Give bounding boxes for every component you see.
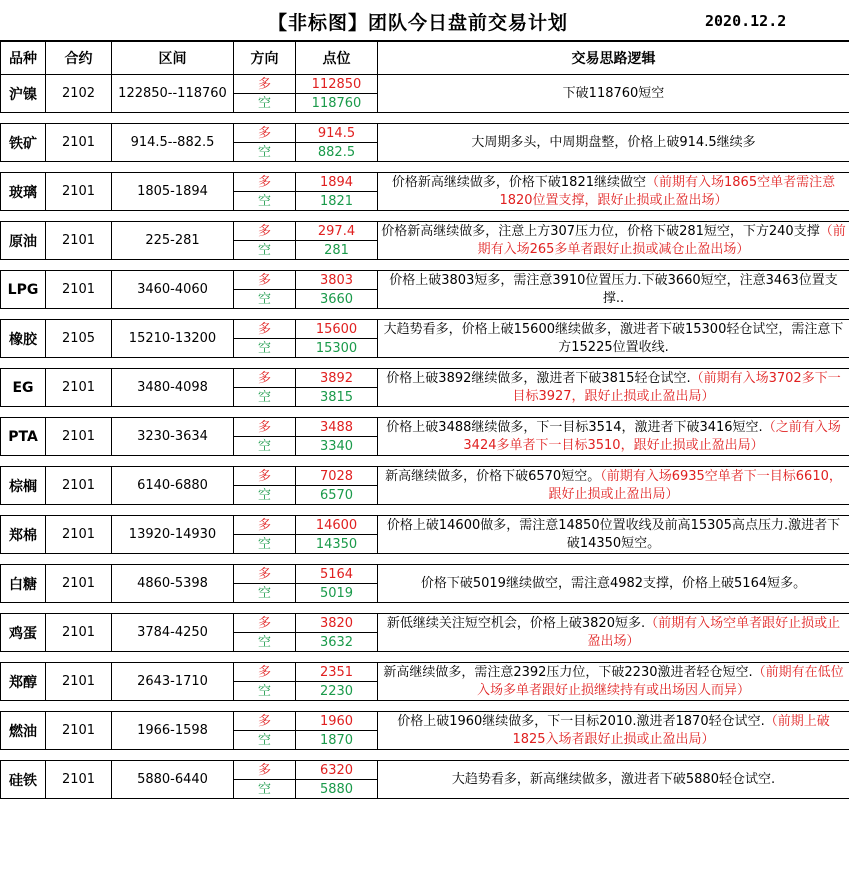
logic-note: （前期有在低位入场多单者跟好止损继续持有或出场因人而异） — [476, 664, 844, 698]
logic-note: （前期有入场空单者跟好止损或止盈出场） — [587, 615, 841, 649]
row-gap-cell — [1, 554, 849, 565]
logic-cell — [378, 320, 849, 358]
range-cell: 13920-14930 — [112, 516, 234, 554]
logic-cell — [378, 614, 849, 652]
contract-cell: 2105 — [46, 320, 112, 358]
plan-table — [0, 41, 849, 799]
direction-short: 空 — [234, 143, 296, 162]
page-title: 【非标图】团队今日盘前交易计划 — [268, 12, 569, 34]
row-gap — [1, 701, 849, 712]
header-contract: 合约 — [46, 42, 112, 75]
logic-note: （前期有入场3702多下一目标3927，跟好止损或止盈出局） — [512, 370, 841, 404]
row-gap — [1, 505, 849, 516]
contract-cell: 2101 — [46, 663, 112, 701]
row-gap-cell — [1, 505, 849, 516]
logic-text: 价格上破14600做多，需注意14850位置收线及前高15305高点压力.激进者下破14350短空。 — [386, 517, 841, 551]
logic-note: （前期有入场6935空单者下一目标6610，跟好止损或止盈出局） — [548, 468, 842, 502]
range-cell: 6140-6880 — [112, 467, 234, 505]
direction-short: 空 — [234, 780, 296, 799]
logic-text: 大趋势看多，价格上破15600继续做多，激进者下破15300轻仓试空，需注意下方15225位置收线. — [383, 321, 844, 355]
logic-note: （前期有入场265多单者跟好止损或减仓止盈出场） — [477, 223, 846, 257]
row-gap-cell — [1, 309, 849, 320]
row-gap — [1, 309, 849, 320]
row-gap-cell — [1, 750, 849, 761]
product-cell: 郑醇 — [1, 663, 46, 701]
direction-long: 多 — [234, 565, 296, 584]
range-cell: 15210-13200 — [112, 320, 234, 358]
level-short: 15300 — [296, 339, 378, 358]
header-range: 区间 — [112, 42, 234, 75]
direction-short: 空 — [234, 486, 296, 505]
header-direction: 方向 — [234, 42, 296, 75]
direction-short: 空 — [234, 192, 296, 211]
table-row — [1, 761, 849, 780]
logic-note: （之前有入场3424多单者下一目标3510，跟好止损或止盈出局） — [463, 419, 841, 453]
direction-long: 多 — [234, 124, 296, 143]
level-long: 7028 — [296, 467, 378, 486]
header-level: 点位 — [296, 42, 378, 75]
direction-short: 空 — [234, 94, 296, 113]
range-cell: 3480-4098 — [112, 369, 234, 407]
logic-cell — [378, 565, 849, 603]
contract-cell: 2101 — [46, 369, 112, 407]
logic-cell — [378, 222, 849, 260]
logic-text: 价格上破3488继续做多，下一目标3514，激进者下破3416短空. — [386, 419, 763, 435]
product-cell: 鸡蛋 — [1, 614, 46, 652]
row-gap — [1, 407, 849, 418]
contract-cell: 2101 — [46, 124, 112, 162]
header-row — [1, 42, 849, 75]
row-gap — [1, 750, 849, 761]
contract-cell: 2101 — [46, 712, 112, 750]
contract-cell: 2101 — [46, 222, 112, 260]
direction-long: 多 — [234, 614, 296, 633]
direction-short: 空 — [234, 241, 296, 260]
logic-cell — [378, 663, 849, 701]
logic-text: 新低继续关注短空机会，价格上破3820短多. — [386, 615, 646, 631]
logic-text: 价格新高继续做多，价格下破1821继续做空 — [391, 174, 646, 190]
level-long: 1894 — [296, 173, 378, 192]
logic-cell — [378, 516, 849, 554]
contract-cell: 2101 — [46, 467, 112, 505]
title-row — [0, 0, 849, 41]
contract-cell: 2101 — [46, 418, 112, 456]
level-short: 882.5 — [296, 143, 378, 162]
direction-short: 空 — [234, 535, 296, 554]
level-long: 14600 — [296, 516, 378, 535]
row-gap — [1, 603, 849, 614]
range-cell: 4860-5398 — [112, 565, 234, 603]
direction-long: 多 — [234, 173, 296, 192]
logic-cell — [378, 75, 849, 113]
product-cell: 郑棉 — [1, 516, 46, 554]
level-short: 3340 — [296, 437, 378, 456]
table-row — [1, 75, 849, 94]
table-row — [1, 222, 849, 241]
row-gap-cell — [1, 162, 849, 173]
product-cell: 玻璃 — [1, 173, 46, 211]
row-gap — [1, 211, 849, 222]
table-row — [1, 663, 849, 682]
logic-text: 大周期多头，中周期盘整，价格上破914.5继续多 — [471, 134, 756, 150]
logic-text: 价格上破1960继续做多，下一目标2010.激进者1870轻仓试空. — [397, 713, 765, 729]
product-cell: 橡胶 — [1, 320, 46, 358]
row-gap — [1, 652, 849, 663]
row-gap-cell — [1, 652, 849, 663]
level-long: 3820 — [296, 614, 378, 633]
direction-short: 空 — [234, 290, 296, 309]
direction-short: 空 — [234, 584, 296, 603]
contract-cell: 2101 — [46, 761, 112, 799]
direction-long: 多 — [234, 712, 296, 731]
direction-long: 多 — [234, 663, 296, 682]
direction-long: 多 — [234, 75, 296, 94]
contract-cell: 2101 — [46, 173, 112, 211]
table-row — [1, 614, 849, 633]
row-gap-cell — [1, 456, 849, 467]
row-gap-cell — [1, 211, 849, 222]
contract-cell: 2101 — [46, 271, 112, 309]
logic-cell — [378, 712, 849, 750]
row-gap — [1, 456, 849, 467]
logic-cell — [378, 271, 849, 309]
row-gap-cell — [1, 603, 849, 614]
product-cell: EG — [1, 369, 46, 407]
product-cell: 硅铁 — [1, 761, 46, 799]
level-long: 3803 — [296, 271, 378, 290]
level-short: 281 — [296, 241, 378, 260]
level-long: 5164 — [296, 565, 378, 584]
product-cell: 棕榈 — [1, 467, 46, 505]
level-short: 5880 — [296, 780, 378, 799]
level-short: 1821 — [296, 192, 378, 211]
level-long: 914.5 — [296, 124, 378, 143]
row-gap-cell — [1, 701, 849, 712]
level-short: 14350 — [296, 535, 378, 554]
table-row — [1, 173, 849, 192]
level-long: 297.4 — [296, 222, 378, 241]
row-gap — [1, 113, 849, 124]
product-cell: 沪镍 — [1, 75, 46, 113]
table-row — [1, 565, 849, 584]
product-cell: PTA — [1, 418, 46, 456]
direction-short: 空 — [234, 731, 296, 750]
logic-cell — [378, 124, 849, 162]
row-gap-cell — [1, 260, 849, 271]
logic-cell — [378, 418, 849, 456]
table-row — [1, 418, 849, 437]
logic-note: （前期有入场1865空单者需注意1820位置支撑，跟好止损或止盈出场） — [499, 174, 836, 208]
plan-body — [1, 75, 849, 799]
logic-cell — [378, 369, 849, 407]
header-logic: 交易思路逻辑 — [378, 42, 849, 75]
table-row — [1, 124, 849, 143]
range-cell: 2643-1710 — [112, 663, 234, 701]
direction-long: 多 — [234, 222, 296, 241]
row-gap — [1, 358, 849, 369]
direction-short: 空 — [234, 388, 296, 407]
direction-short: 空 — [234, 682, 296, 701]
contract-cell: 2101 — [46, 516, 112, 554]
table-row — [1, 320, 849, 339]
direction-long: 多 — [234, 516, 296, 535]
row-gap-cell — [1, 358, 849, 369]
direction-long: 多 — [234, 271, 296, 290]
contract-cell: 2101 — [46, 614, 112, 652]
direction-short: 空 — [234, 633, 296, 652]
level-long: 1960 — [296, 712, 378, 731]
table-row — [1, 467, 849, 486]
level-short: 3632 — [296, 633, 378, 652]
range-cell: 3460-4060 — [112, 271, 234, 309]
direction-long: 多 — [234, 369, 296, 388]
row-gap — [1, 554, 849, 565]
logic-text: 价格新高继续做多，注意上方307压力位，价格下破281短空，下方240支撑 — [381, 223, 820, 239]
range-cell: 1966-1598 — [112, 712, 234, 750]
table-row — [1, 271, 849, 290]
level-long: 3892 — [296, 369, 378, 388]
range-cell: 5880-6440 — [112, 761, 234, 799]
row-gap-cell — [1, 113, 849, 124]
level-long: 6320 — [296, 761, 378, 780]
contract-cell: 2101 — [46, 565, 112, 603]
table-row — [1, 712, 849, 731]
header-product: 品种 — [1, 42, 46, 75]
logic-cell — [378, 761, 849, 799]
level-short: 5019 — [296, 584, 378, 603]
level-long: 2351 — [296, 663, 378, 682]
product-cell: LPG — [1, 271, 46, 309]
product-cell: 铁矿 — [1, 124, 46, 162]
plan-date: 2020.12.2 — [705, 12, 787, 30]
range-cell: 3784-4250 — [112, 614, 234, 652]
product-cell: 燃油 — [1, 712, 46, 750]
level-short: 3815 — [296, 388, 378, 407]
logic-text: 新高继续做多，需注意2392压力位，下破2230激进者轻仓短空. — [383, 664, 753, 680]
level-long: 3488 — [296, 418, 378, 437]
range-cell: 914.5--882.5 — [112, 124, 234, 162]
logic-text: 大趋势看多，新高继续做多，激进者下破5880轻仓试空. — [451, 771, 776, 787]
logic-text: 下破118760短空 — [562, 85, 665, 101]
contract-cell: 2102 — [46, 75, 112, 113]
table-row — [1, 369, 849, 388]
direction-long: 多 — [234, 418, 296, 437]
level-long: 15600 — [296, 320, 378, 339]
direction-short: 空 — [234, 437, 296, 456]
table-row — [1, 516, 849, 535]
logic-text: 价格上破3803短多，需注意3910位置压力.下破3660短空，注意3463位置支撑.. — [389, 272, 838, 306]
logic-note: （前期上破1825入场者跟好止损或止盈出局） — [512, 713, 830, 747]
row-gap — [1, 162, 849, 173]
product-cell: 白糖 — [1, 565, 46, 603]
logic-text: 价格上破3892继续做多，激进者下破3815轻仓试空. — [386, 370, 691, 386]
range-cell: 3230-3634 — [112, 418, 234, 456]
range-cell: 225-281 — [112, 222, 234, 260]
range-cell: 1805-1894 — [112, 173, 234, 211]
level-short: 1870 — [296, 731, 378, 750]
logic-text: 价格下破5019继续做空，需注意4982支撑，价格上破5164短多。 — [420, 575, 807, 591]
range-cell: 122850--118760 — [112, 75, 234, 113]
level-short: 3660 — [296, 290, 378, 309]
row-gap — [1, 260, 849, 271]
level-short: 2230 — [296, 682, 378, 701]
direction-long: 多 — [234, 467, 296, 486]
logic-cell — [378, 467, 849, 505]
level-short: 6570 — [296, 486, 378, 505]
direction-short: 空 — [234, 339, 296, 358]
level-long: 112850 — [296, 75, 378, 94]
row-gap-cell — [1, 407, 849, 418]
product-cell: 原油 — [1, 222, 46, 260]
direction-long: 多 — [234, 761, 296, 780]
direction-long: 多 — [234, 320, 296, 339]
level-short: 118760 — [296, 94, 378, 113]
logic-cell — [378, 173, 849, 211]
logic-text: 新高继续做多，价格下破6570短空。 — [385, 468, 601, 484]
